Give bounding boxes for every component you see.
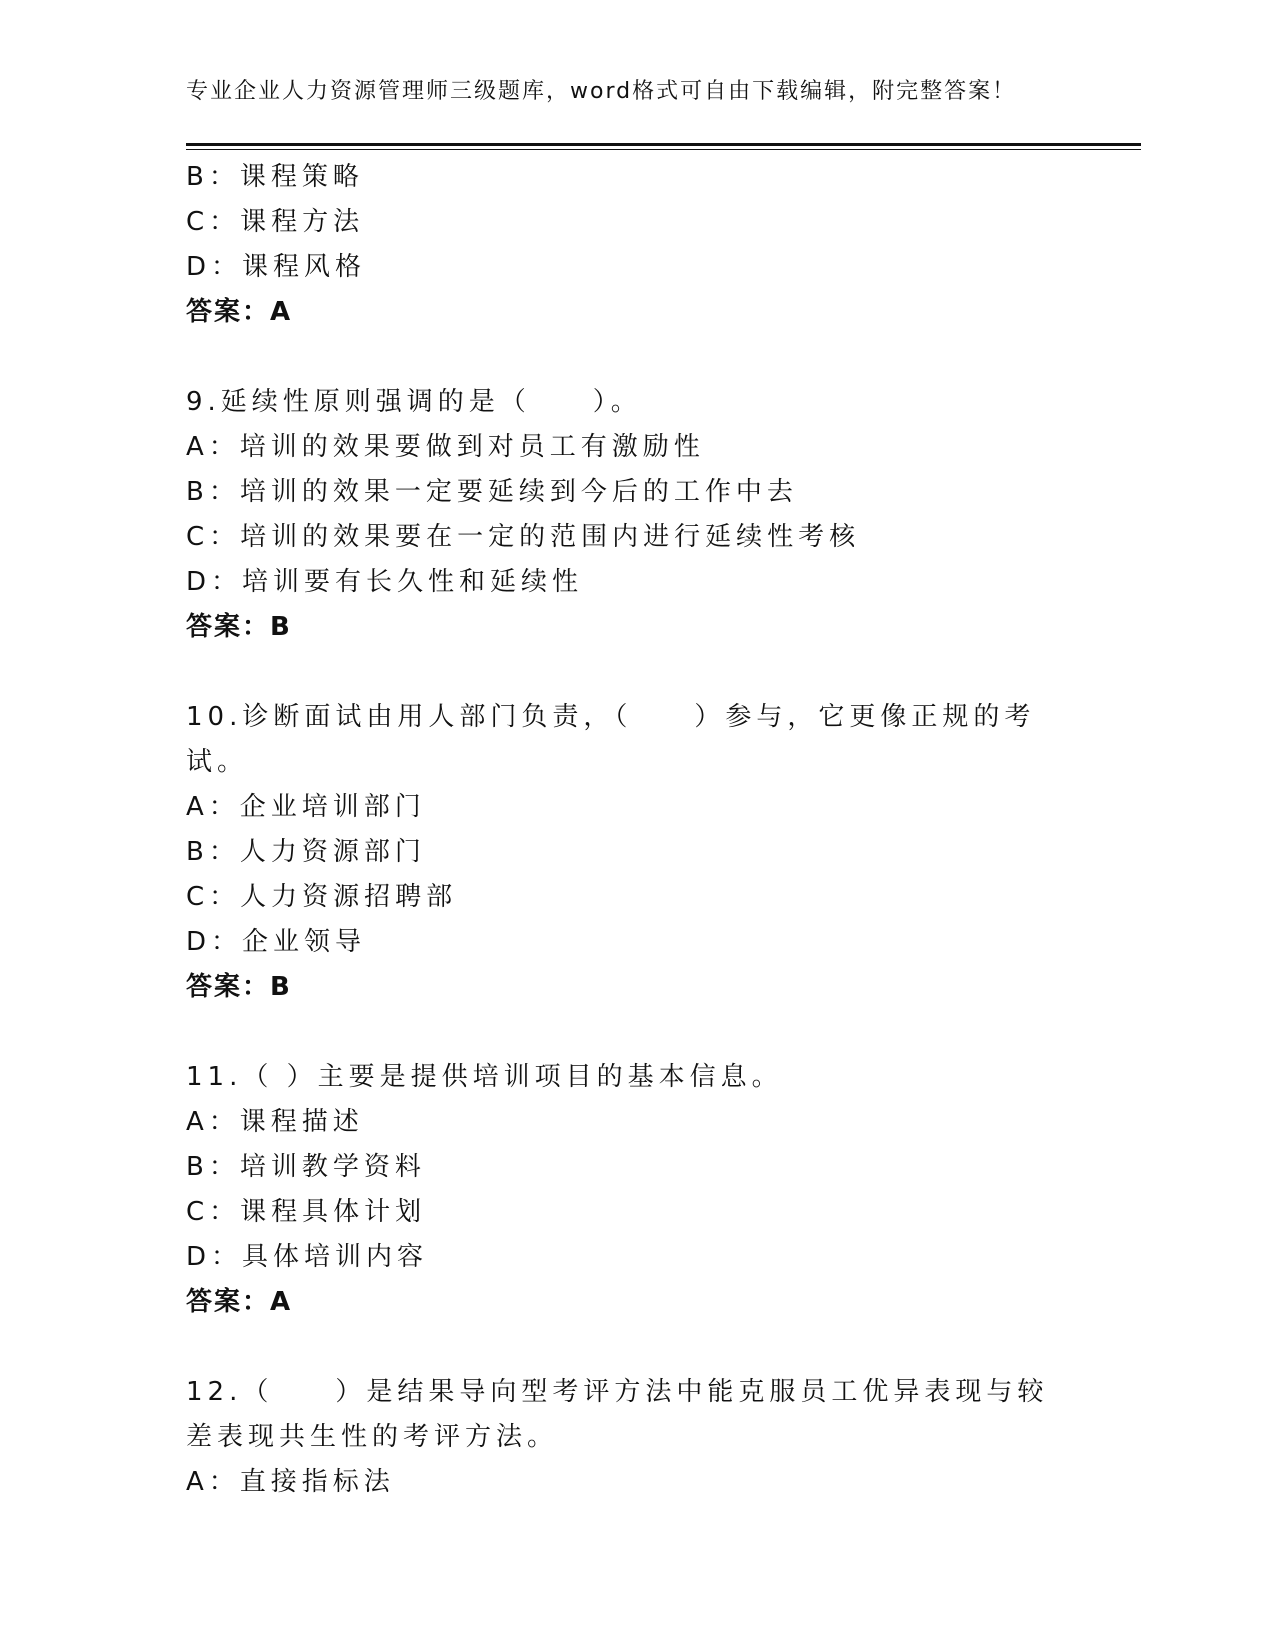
question-stem: 10.诊断面试由用人部门负责，（ ）参与，它更像正规的考试。 bbox=[186, 702, 1036, 777]
question-11 bbox=[186, 1055, 1086, 1325]
option-c: C：课程方法 bbox=[186, 207, 365, 237]
option-b: B：人力资源部门 bbox=[186, 837, 426, 867]
question-10 bbox=[186, 695, 1086, 1010]
option-b: B：课程策略 bbox=[186, 162, 364, 192]
spacer bbox=[186, 1010, 1086, 1055]
option-d: D：培训要有长久性和延续性 bbox=[186, 567, 584, 597]
option-c: C：培训的效果要在一定的范围内进行延续性考核 bbox=[186, 522, 861, 552]
option-d: D：企业领导 bbox=[186, 927, 367, 957]
answer-line: 答案：B bbox=[186, 612, 292, 642]
header-divider-thin bbox=[186, 149, 1141, 150]
option-c: C：课程具体计划 bbox=[186, 1197, 427, 1227]
question-stem: 12.（ ）是结果导向型考评方法中能克服员工优异表现与较差表现共生性的考评方法。 bbox=[186, 1377, 1049, 1452]
question-stem: 11.（ ）主要是提供培训项目的基本信息。 bbox=[186, 1062, 783, 1092]
option-d: D：课程风格 bbox=[186, 252, 367, 282]
question-stem: 9.延续性原则强调的是（ ）。 bbox=[186, 387, 642, 417]
page-header: 专业企业人力资源管理师三级题库，word格式可自由下载编辑，附完整答案！ bbox=[186, 79, 1017, 104]
option-d: D：具体培训内容 bbox=[186, 1242, 429, 1272]
option-a: A：培训的效果要做到对员工有激励性 bbox=[186, 432, 705, 462]
option-b: B：培训教学资料 bbox=[186, 1152, 426, 1182]
previous-question-tail bbox=[186, 155, 1086, 335]
option-a: A：直接指标法 bbox=[186, 1467, 395, 1497]
answer-line: 答案：A bbox=[186, 1287, 293, 1317]
question-9 bbox=[186, 380, 1086, 650]
option-a: A：企业培训部门 bbox=[186, 792, 426, 822]
question-12 bbox=[186, 1370, 1086, 1505]
option-a: A：课程描述 bbox=[186, 1107, 364, 1137]
spacer bbox=[186, 650, 1086, 695]
spacer bbox=[186, 1325, 1086, 1370]
answer-line: 答案：A bbox=[186, 297, 293, 327]
option-c: C：人力资源招聘部 bbox=[186, 882, 458, 912]
header-divider-thick bbox=[186, 143, 1141, 146]
question-content bbox=[186, 155, 1086, 1505]
answer-line: 答案：B bbox=[186, 972, 292, 1002]
option-b: B：培训的效果一定要延续到今后的工作中去 bbox=[186, 477, 798, 507]
